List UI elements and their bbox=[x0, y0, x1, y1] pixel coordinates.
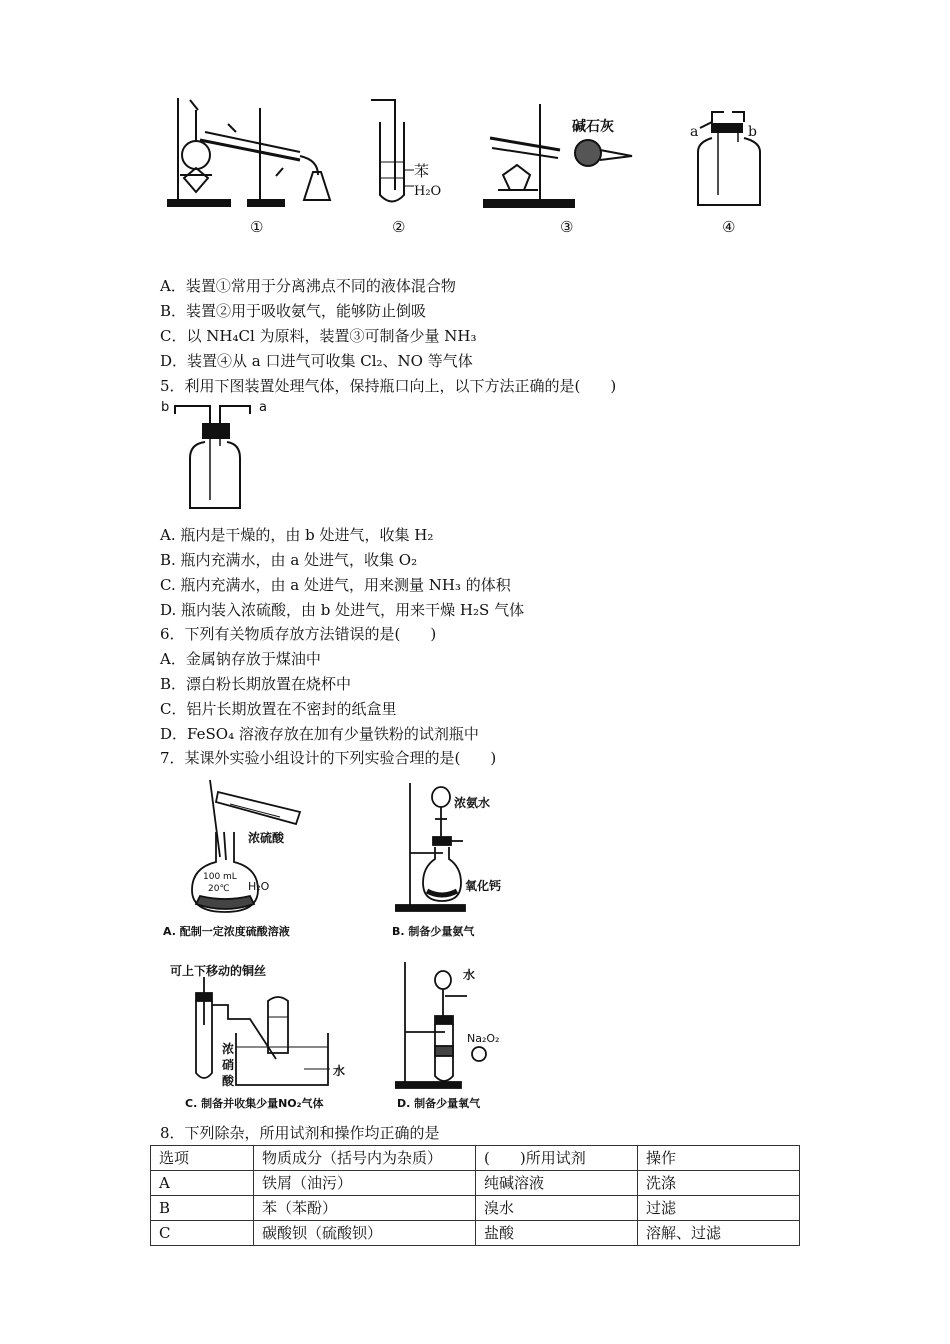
q7c-label-water: 水 bbox=[333, 1064, 346, 1078]
label-num-2: ② bbox=[392, 218, 406, 236]
q5-option-c: C. 瓶内充满水，由 a 处进气，用来测量 NH₃ 的体积 bbox=[160, 576, 511, 594]
table-cell: 碳酸钡（硫酸钡） bbox=[254, 1221, 476, 1246]
q7a-label-water: H₂O bbox=[248, 880, 270, 893]
q5-label-a: a bbox=[259, 400, 267, 415]
q7c-label-acid2: 硝 bbox=[222, 1058, 235, 1072]
q6-option-b: B．漂白粉长期放置在烧杯中 bbox=[160, 675, 352, 693]
table-header-row bbox=[151, 1146, 800, 1171]
apparatus-figure-top bbox=[0, 0, 950, 250]
table-cell: B bbox=[151, 1196, 254, 1221]
q8-stem: 8．下列除杂，所用试剂和操作均正确的是 bbox=[160, 1124, 440, 1142]
label-num-1: ① bbox=[250, 218, 264, 236]
q7c-label-wire: 可上下移动的铜丝 bbox=[170, 964, 267, 978]
q6-option-d: D．FeSO₄ 溶液存放在加有少量铁粉的试剂瓶中 bbox=[160, 725, 479, 743]
label-water: H₂O bbox=[414, 184, 442, 199]
q7b-label-solid: 氧化钙 bbox=[465, 879, 502, 893]
q6-stem: 6．下列有关物质存放方法错误的是( ) bbox=[160, 625, 437, 643]
label-benzene: 苯 bbox=[414, 162, 430, 180]
q4-option-b: B．装置②用于吸收氨气，能够防止倒吸 bbox=[160, 302, 427, 320]
q6-option-a: A．金属钠存放于煤油中 bbox=[160, 650, 321, 668]
q7b-label-reagent: 浓氨水 bbox=[454, 796, 491, 810]
q7b-caption: B. 制备少量氨气 bbox=[392, 925, 475, 938]
q7-figure-d bbox=[395, 960, 505, 1090]
q7-figure-a bbox=[170, 772, 340, 922]
q5-option-d: D. 瓶内装入浓硫酸，由 b 处进气，用来干燥 H₂S 气体 bbox=[160, 601, 525, 619]
table-header-cell: 物质成分（括号内为杂质） bbox=[254, 1146, 476, 1171]
table-cell: 过滤 bbox=[638, 1196, 800, 1221]
label-num-3: ③ bbox=[560, 218, 574, 236]
table-cell: 洗涤 bbox=[638, 1171, 800, 1196]
label-num-4: ④ bbox=[722, 218, 736, 236]
q4-option-c: C．以 NH₄Cl 为原料，装置③可制备少量 NH₃ bbox=[160, 327, 477, 345]
q5-label-b: b bbox=[161, 400, 170, 415]
table-header-cell: 选项 bbox=[151, 1146, 254, 1171]
table-cell: C bbox=[151, 1221, 254, 1246]
q5-option-a: A. 瓶内是干燥的，由 b 处进气，收集 H₂ bbox=[160, 526, 434, 544]
q7-stem: 7．某课外实验小组设计的下列实验合理的是( ) bbox=[160, 749, 497, 767]
table-cell: 纯碱溶液 bbox=[476, 1171, 638, 1196]
table-cell: A bbox=[151, 1171, 254, 1196]
table-header-cell: ( )所用试剂 bbox=[476, 1146, 638, 1171]
q5-option-b: B. 瓶内充满水，由 a 处进气，收集 O₂ bbox=[160, 551, 418, 569]
q4-option-d: D．装置④从 a 口进气可收集 Cl₂、NO 等气体 bbox=[160, 352, 473, 370]
q7c-label-acid3: 酸 bbox=[222, 1074, 235, 1088]
table-row bbox=[151, 1221, 800, 1246]
table-row bbox=[151, 1171, 800, 1196]
q6-option-c: C．铝片长期放置在不密封的纸盒里 bbox=[160, 700, 397, 718]
table-cell: 盐酸 bbox=[476, 1221, 638, 1246]
q7a-caption: A. 配制一定浓度硫酸溶液 bbox=[163, 925, 290, 938]
table-cell: 溴水 bbox=[476, 1196, 638, 1221]
q8-table bbox=[150, 1145, 800, 1246]
label-b: b bbox=[748, 124, 757, 140]
q5-stem: 5．利用下图装置处理气体，保持瓶口向上，以下方法正确的是( ) bbox=[160, 377, 617, 395]
q7d-label-water: 水 bbox=[463, 968, 476, 982]
label-a: a bbox=[690, 124, 699, 140]
q7c-label-acid1: 浓 bbox=[222, 1042, 235, 1056]
q7a-label-acid: 浓硫酸 bbox=[248, 831, 285, 845]
distillation-apparatus bbox=[168, 98, 330, 206]
table-row bbox=[151, 1196, 800, 1221]
q7d-caption: D. 制备少量氧气 bbox=[397, 1097, 481, 1110]
q7d-label-solid: Na₂O₂ bbox=[467, 1032, 500, 1045]
q4-option-a: A．装置①常用于分离沸点不同的液体混合物 bbox=[160, 277, 456, 295]
label-sodalime: 碱石灰 bbox=[572, 119, 614, 135]
table-cell: 溶解、过滤 bbox=[638, 1221, 800, 1246]
q7a-label-flask2: 20℃ bbox=[208, 884, 230, 894]
test-tube-apparatus bbox=[371, 100, 414, 202]
table-cell: 苯（苯酚） bbox=[254, 1196, 476, 1221]
table-header-cell: 操作 bbox=[638, 1146, 800, 1171]
q7c-caption: C. 制备并收集少量NO₂气体 bbox=[185, 1097, 324, 1110]
q7a-label-flask1: 100 mL bbox=[203, 872, 237, 882]
table-cell: 铁屑（油污） bbox=[254, 1171, 476, 1196]
q7-figure-c bbox=[180, 975, 340, 1095]
